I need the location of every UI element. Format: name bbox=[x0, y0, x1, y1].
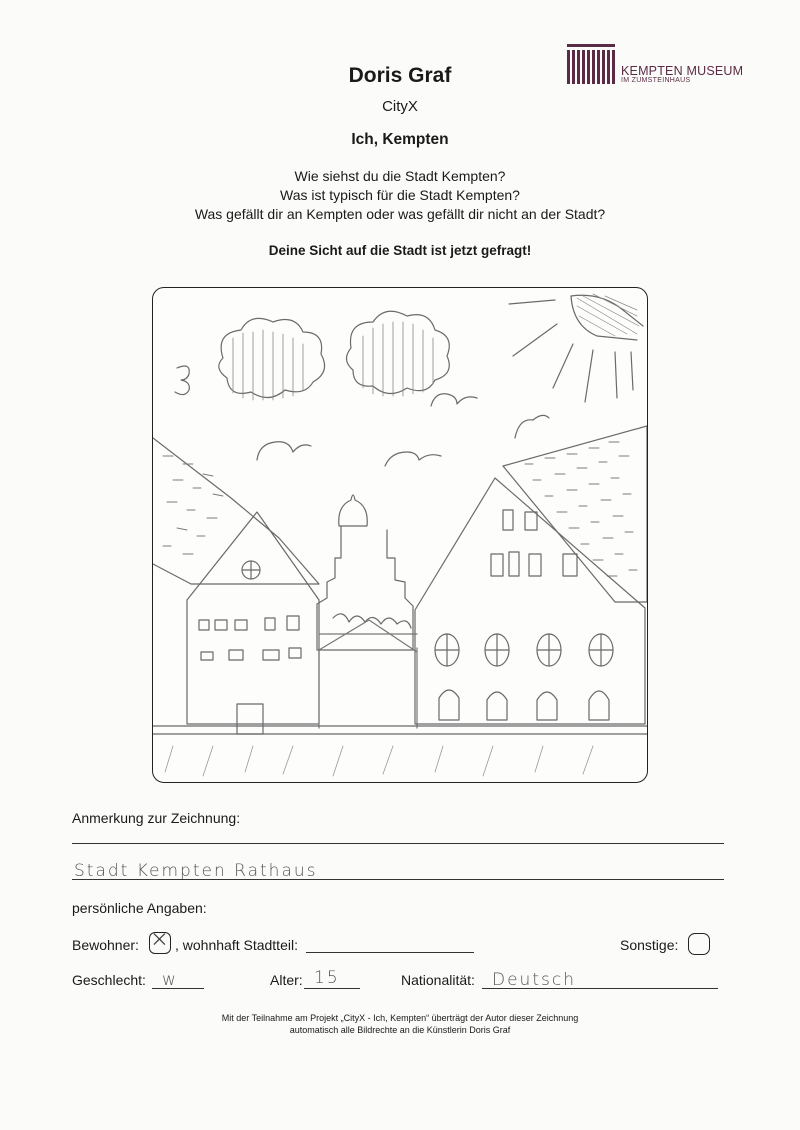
museum-subtitle: IM ZUMSTEINHAUS bbox=[621, 77, 691, 84]
footnote-line-2: automatisch alle Bildrechte an die Künstlerin Doris Graf bbox=[289, 1025, 511, 1035]
artist-name: Doris Graf bbox=[348, 64, 452, 87]
remark-line-2 bbox=[72, 879, 724, 880]
callout-text: Deine Sicht auf die Stadt ist jetzt gefragt! bbox=[268, 243, 532, 258]
question-3: Was gefällt dir an Kempten oder was gefällt dir nicht an der Stadt? bbox=[194, 206, 606, 222]
resident-checkbox[interactable] bbox=[149, 932, 171, 954]
remark-field[interactable]: Stadt Kempten Rathaus bbox=[74, 861, 318, 881]
footnote-line-1: Mit der Teilnahme am Projekt „CityX - Ich, Kempten“ überträgt der Autor dieser Zeichnung bbox=[221, 1013, 579, 1023]
gender-label: Geschlecht: bbox=[72, 972, 146, 988]
question-2: Was ist typisch für die Stadt Kempten? bbox=[280, 187, 520, 203]
personal-details-label: persönliche Angaben: bbox=[72, 900, 207, 916]
gender-field[interactable]: w bbox=[162, 970, 178, 990]
gender-line bbox=[152, 988, 204, 989]
cloud-right bbox=[346, 311, 449, 393]
project-name: CityX bbox=[382, 98, 418, 115]
drawing-area bbox=[152, 287, 648, 783]
remark-line-1 bbox=[72, 843, 724, 844]
project-heading: Ich, Kempten bbox=[351, 131, 449, 148]
age-label: Alter: bbox=[270, 972, 303, 988]
resident-label: Bewohner: bbox=[72, 937, 139, 953]
question-1: Wie siehst du die Stadt Kempten? bbox=[294, 168, 506, 184]
age-field[interactable]: 15 bbox=[314, 968, 340, 988]
nationality-field[interactable]: Deutsch bbox=[492, 970, 576, 990]
cloud-left bbox=[219, 318, 325, 397]
age-line bbox=[304, 988, 360, 989]
remark-label: Anmerkung zur Zeichnung: bbox=[72, 810, 241, 826]
pencil-drawing bbox=[153, 288, 647, 782]
district-field[interactable] bbox=[306, 952, 474, 953]
right-house bbox=[415, 478, 645, 724]
nationality-label: Nationalität: bbox=[401, 972, 475, 988]
nationality-line bbox=[482, 988, 718, 989]
district-label: , wohnhaft Stadtteil: bbox=[175, 937, 298, 953]
check-mark-icon: ⨉ bbox=[153, 932, 166, 949]
church-tower bbox=[317, 495, 413, 650]
other-label: Sonstige: bbox=[620, 937, 679, 953]
other-checkbox[interactable] bbox=[688, 933, 710, 955]
museum-name: KEMPTEN MUSEUM bbox=[621, 64, 744, 78]
left-roof bbox=[153, 438, 319, 584]
